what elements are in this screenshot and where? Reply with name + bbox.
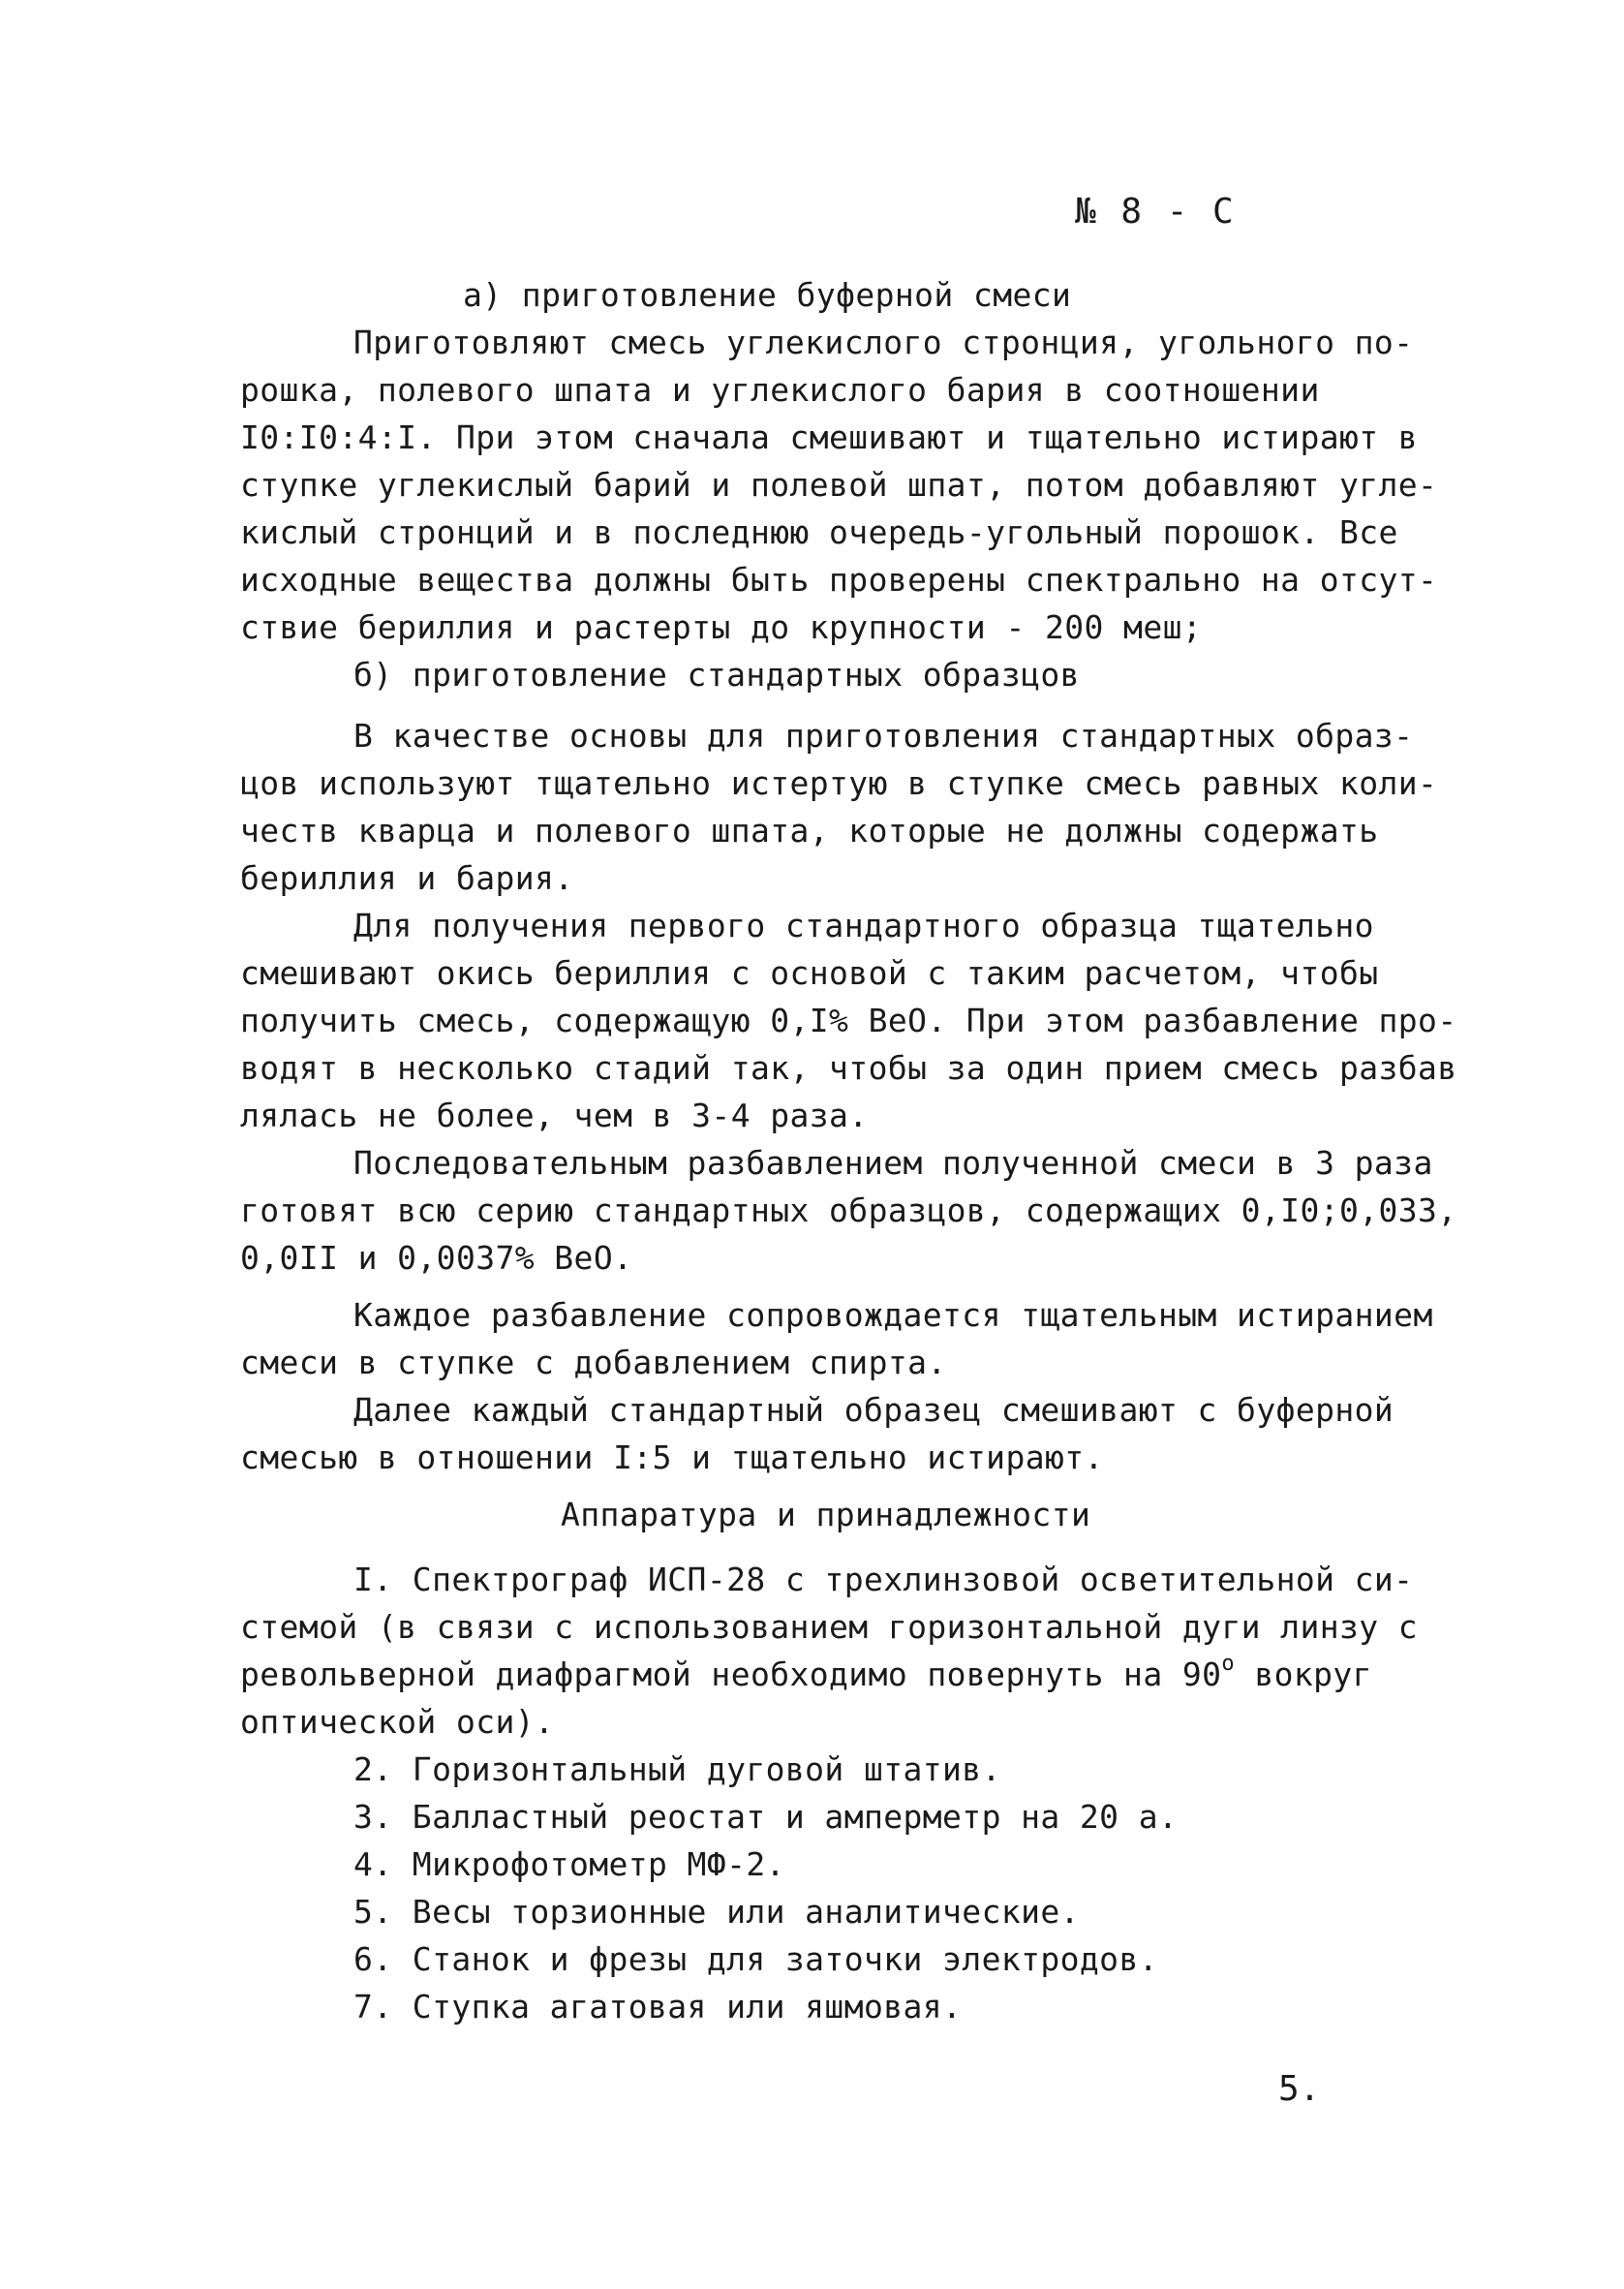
paragraph-line: Для получения первого стандартного образца тщательно [353, 907, 1374, 944]
equipment-item: 6. Станок и фрезы для заточки электродов. [353, 1940, 1158, 1978]
paragraph-line: В качестве основы для приготовления стандартных образ- [353, 717, 1414, 755]
section-a-line: ствие бериллия и растерты до крупности - 200 меш; [240, 608, 1203, 646]
section-a-line: кислый стронций и в последнюю очередь-угольный порошок. Все [240, 513, 1398, 551]
equipment-item: 2. Горизонтальный дуговой штатив. [353, 1750, 1001, 1788]
equipment-item-line: стемой (в связи с использованием горизонтальной дуги линзу с [240, 1608, 1419, 1646]
paragraph-line: смеси в ступке с добавлением спирта. [240, 1344, 947, 1381]
equipment-text: вокруг [1235, 1655, 1372, 1693]
paragraph-line: цов используют тщательно истертую в ступке смесь равных коли- [240, 764, 1438, 802]
paragraph-line: готовят всю серию стандартных образцов, содержащих 0,I0;0,033, [240, 1191, 1457, 1229]
section-a-line: Приготовляют смесь углекислого стронция, угольного по- [353, 324, 1414, 361]
section-a-line: ступке углекислый барий и полевой шпат, потом добавляют угле- [240, 466, 1438, 504]
page-number: 5. [1278, 2069, 1321, 2109]
paragraph-line: Каждое разбавление сопровождается тщательным истиранием [353, 1296, 1433, 1334]
section-a-line: рошка, полевого шпата и углекислого бария в соотношении [240, 371, 1320, 409]
equipment-item: 4. Микрофотометр МФ-2. [353, 1845, 785, 1883]
section-a-heading: а) приготовление буферной смеси [463, 276, 1072, 314]
section-a-line: исходные вещества должны быть проверены спектрально на отсут- [240, 561, 1438, 599]
section-b-heading: б) приготовление стандартных образцов [353, 656, 1080, 694]
equipment-item-line: оптической оси). [240, 1703, 555, 1741]
paragraph-line: 0,0II и 0,0037% BeO. [240, 1239, 633, 1277]
equipment-item: 3. Балластный реостат и амперметр на 20 а. [353, 1798, 1179, 1836]
document-number: № 8 - С [1075, 192, 1236, 232]
equipment-heading: Аппаратура и принадлежности [561, 1496, 1091, 1533]
paragraph-line: Далее каждый стандартный образец смешивают с буферной [353, 1391, 1394, 1429]
paragraph-line: смешивают окись бериллия с основой с таким расчетом, чтобы [240, 954, 1379, 992]
equipment-text: револьверной диафрагмой необходимо повернуть на 90 [240, 1655, 1222, 1693]
equipment-item: I. Спектрограф ИСП-28 с трехлинзовой осветительной си- [353, 1561, 1414, 1598]
paragraph-line: лялась не более, чем в 3-4 раза. [240, 1097, 869, 1134]
paragraph-line: водят в несколько стадий так, чтобы за один прием смесь разбав [240, 1049, 1457, 1087]
paragraph-line: Последовательным разбавлением полученной смеси в 3 раза [353, 1144, 1433, 1182]
section-a-line: I0:I0:4:I. При этом сначала смешивают и тщательно истирают в [240, 418, 1419, 456]
degree-mark: о [1221, 1652, 1236, 1676]
equipment-item: 5. Весы торзионные или аналитические. [353, 1893, 1080, 1931]
paragraph-line: получить смесь, содержащую 0,I% BeO. При этом разбавление про- [240, 1002, 1457, 1039]
paragraph-line: смесью в отношении I:5 и тщательно истирают. [240, 1438, 1104, 1476]
equipment-item-line [240, 1651, 1402, 1698]
document-body [240, 271, 1457, 2030]
paragraph-line: бериллия и бария. [240, 859, 574, 897]
paragraph-line: честв кварца и полевого шпата, которые не должны содержать [240, 812, 1379, 850]
equipment-item: 7. Ступка агатовая или яшмовая. [353, 1988, 963, 2026]
